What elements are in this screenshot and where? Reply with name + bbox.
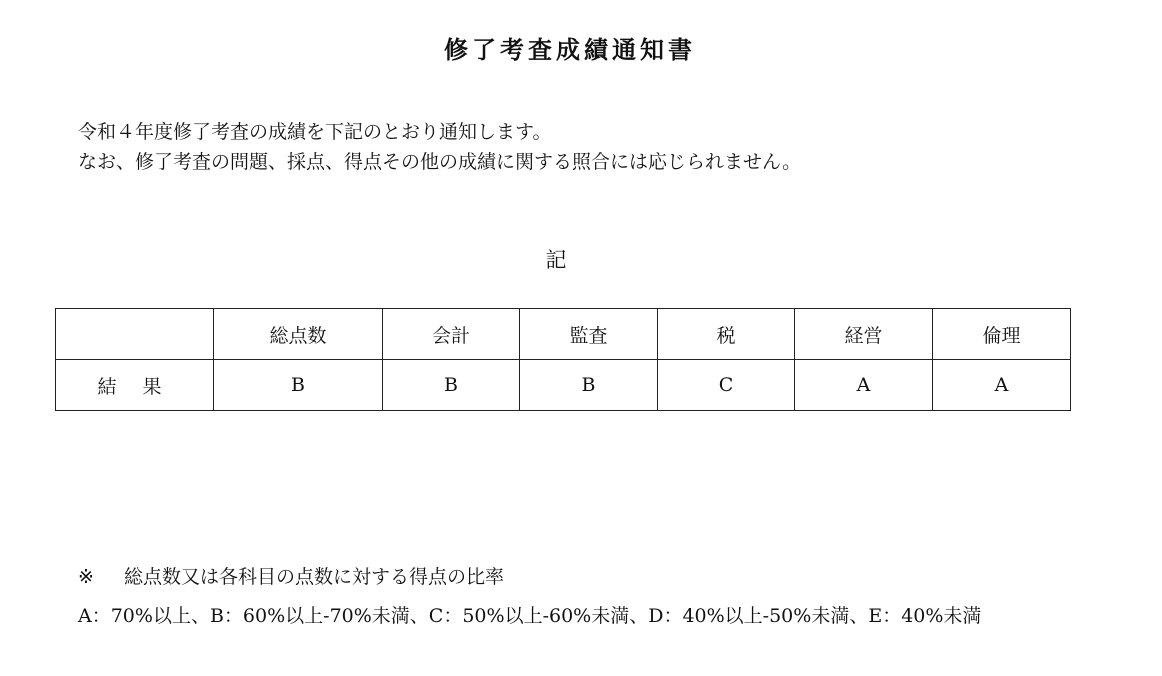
header-cell-total: 総点数 bbox=[214, 309, 383, 360]
header-cell-accounting: 会計 bbox=[383, 309, 520, 360]
result-cell-accounting: B bbox=[383, 360, 520, 411]
intro-line-1: 令和４年度修了考査の成績を下記のとおり通知します。 bbox=[78, 121, 552, 143]
header-cell-empty bbox=[56, 309, 214, 360]
note-mark: ※ bbox=[78, 566, 94, 588]
header-cell-audit: 監査 bbox=[520, 309, 658, 360]
table-header-row bbox=[56, 309, 1071, 360]
result-cell-ethics: A bbox=[933, 360, 1071, 411]
header-cell-tax: 税 bbox=[658, 309, 795, 360]
intro-text bbox=[78, 117, 801, 177]
note-text: 総点数又は各科目の点数に対する得点の比率 bbox=[124, 566, 505, 588]
result-cell-management: A bbox=[795, 360, 933, 411]
header-cell-management: 経営 bbox=[795, 309, 933, 360]
note-heading bbox=[78, 562, 504, 589]
result-cell-tax: C bbox=[658, 360, 795, 411]
result-cell-total: B bbox=[214, 360, 383, 411]
intro-line-2: なお、修了考査の問題、採点、得点その他の成績に関する照合には応じられません。 bbox=[78, 151, 802, 173]
header-cell-ethics: 倫理 bbox=[933, 309, 1071, 360]
ki-heading: 記 bbox=[545, 248, 567, 272]
grade-scale: A：70%以上、B：60%以上-70%未満、C：50%以上-60%未満、D：40%以上-50%未満、E：40%未満 bbox=[78, 605, 982, 627]
document-title: 修了考査成績通知書 bbox=[444, 36, 696, 64]
result-row-label: 結 果 bbox=[56, 360, 214, 411]
result-cell-audit: B bbox=[520, 360, 658, 411]
results-table bbox=[55, 308, 1071, 411]
table-result-row bbox=[56, 360, 1071, 411]
